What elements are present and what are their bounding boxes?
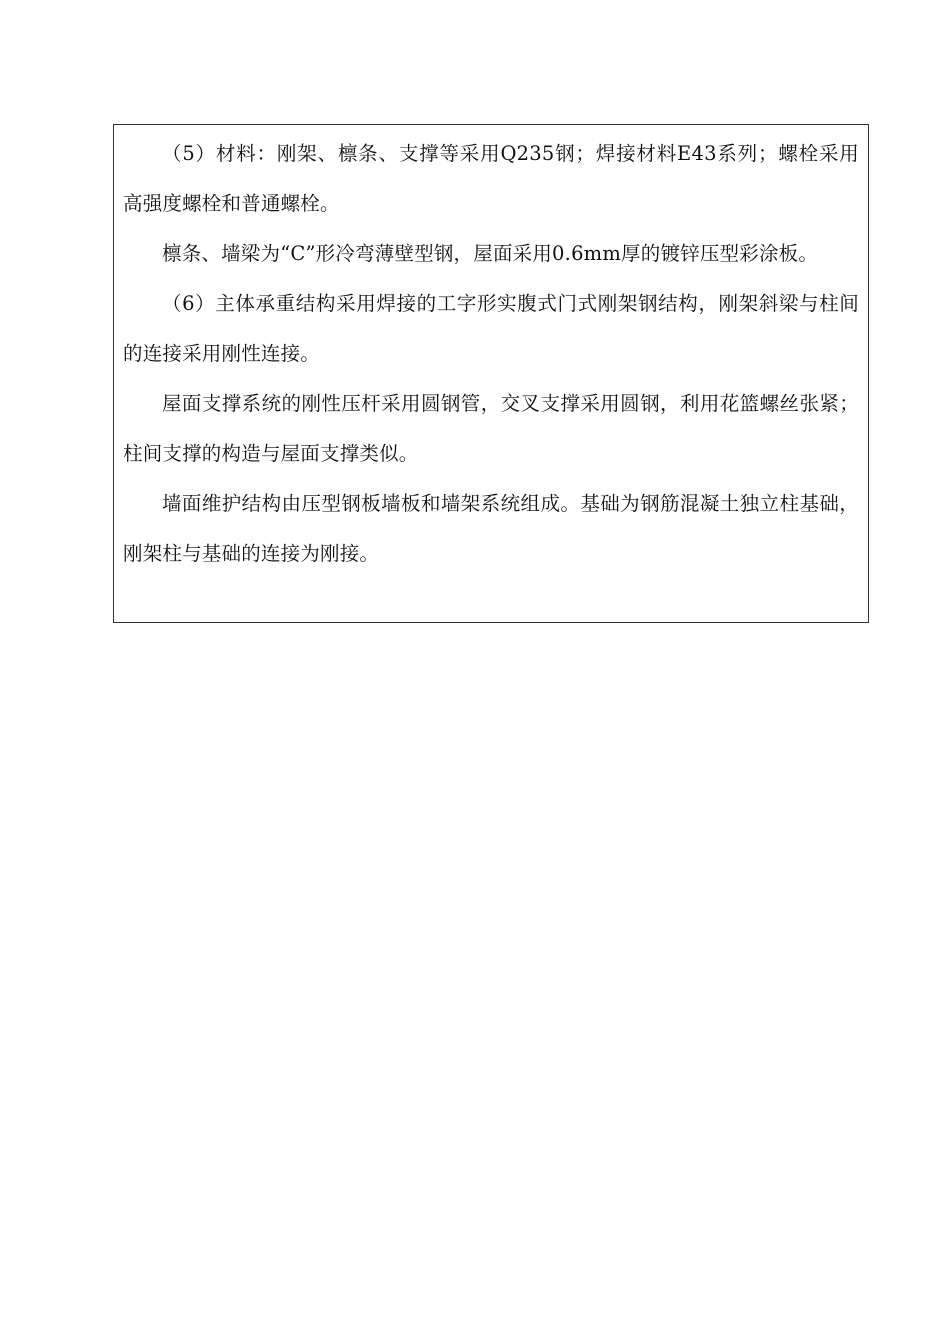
paragraph-purlins-roof: 檩条、墙梁为“C”形冷弯薄壁型钢，屋面采用0.6mm厚的镀锌压型彩涂板。 [162,242,819,265]
paragraph-materials: （5）材料：刚架、檩条、支撑等采用Q235钢；焊接材料E43系列；螺栓采用高强度螺栓和普通螺栓。 [123,142,859,215]
paragraph-main-structure: （6）主体承重结构采用焊接的工字形实腹式门式刚架钢结构，刚架斜梁与柱间的连接采用刚性连接。 [123,292,859,365]
document-text-box [113,124,869,623]
paragraph-roof-bracing: 屋面支撑系统的刚性压杆采用圆钢管，交叉支撑采用圆钢，利用花篮螺丝张紧；柱间支撑的构造与屋面支撑类似。 [123,392,859,465]
paragraph-wall-foundation: 墙面维护结构由压型钢板墙板和墙架系统组成。基础为钢筋混凝土独立柱基础，刚架柱与基础的连接为刚接。 [123,492,859,565]
